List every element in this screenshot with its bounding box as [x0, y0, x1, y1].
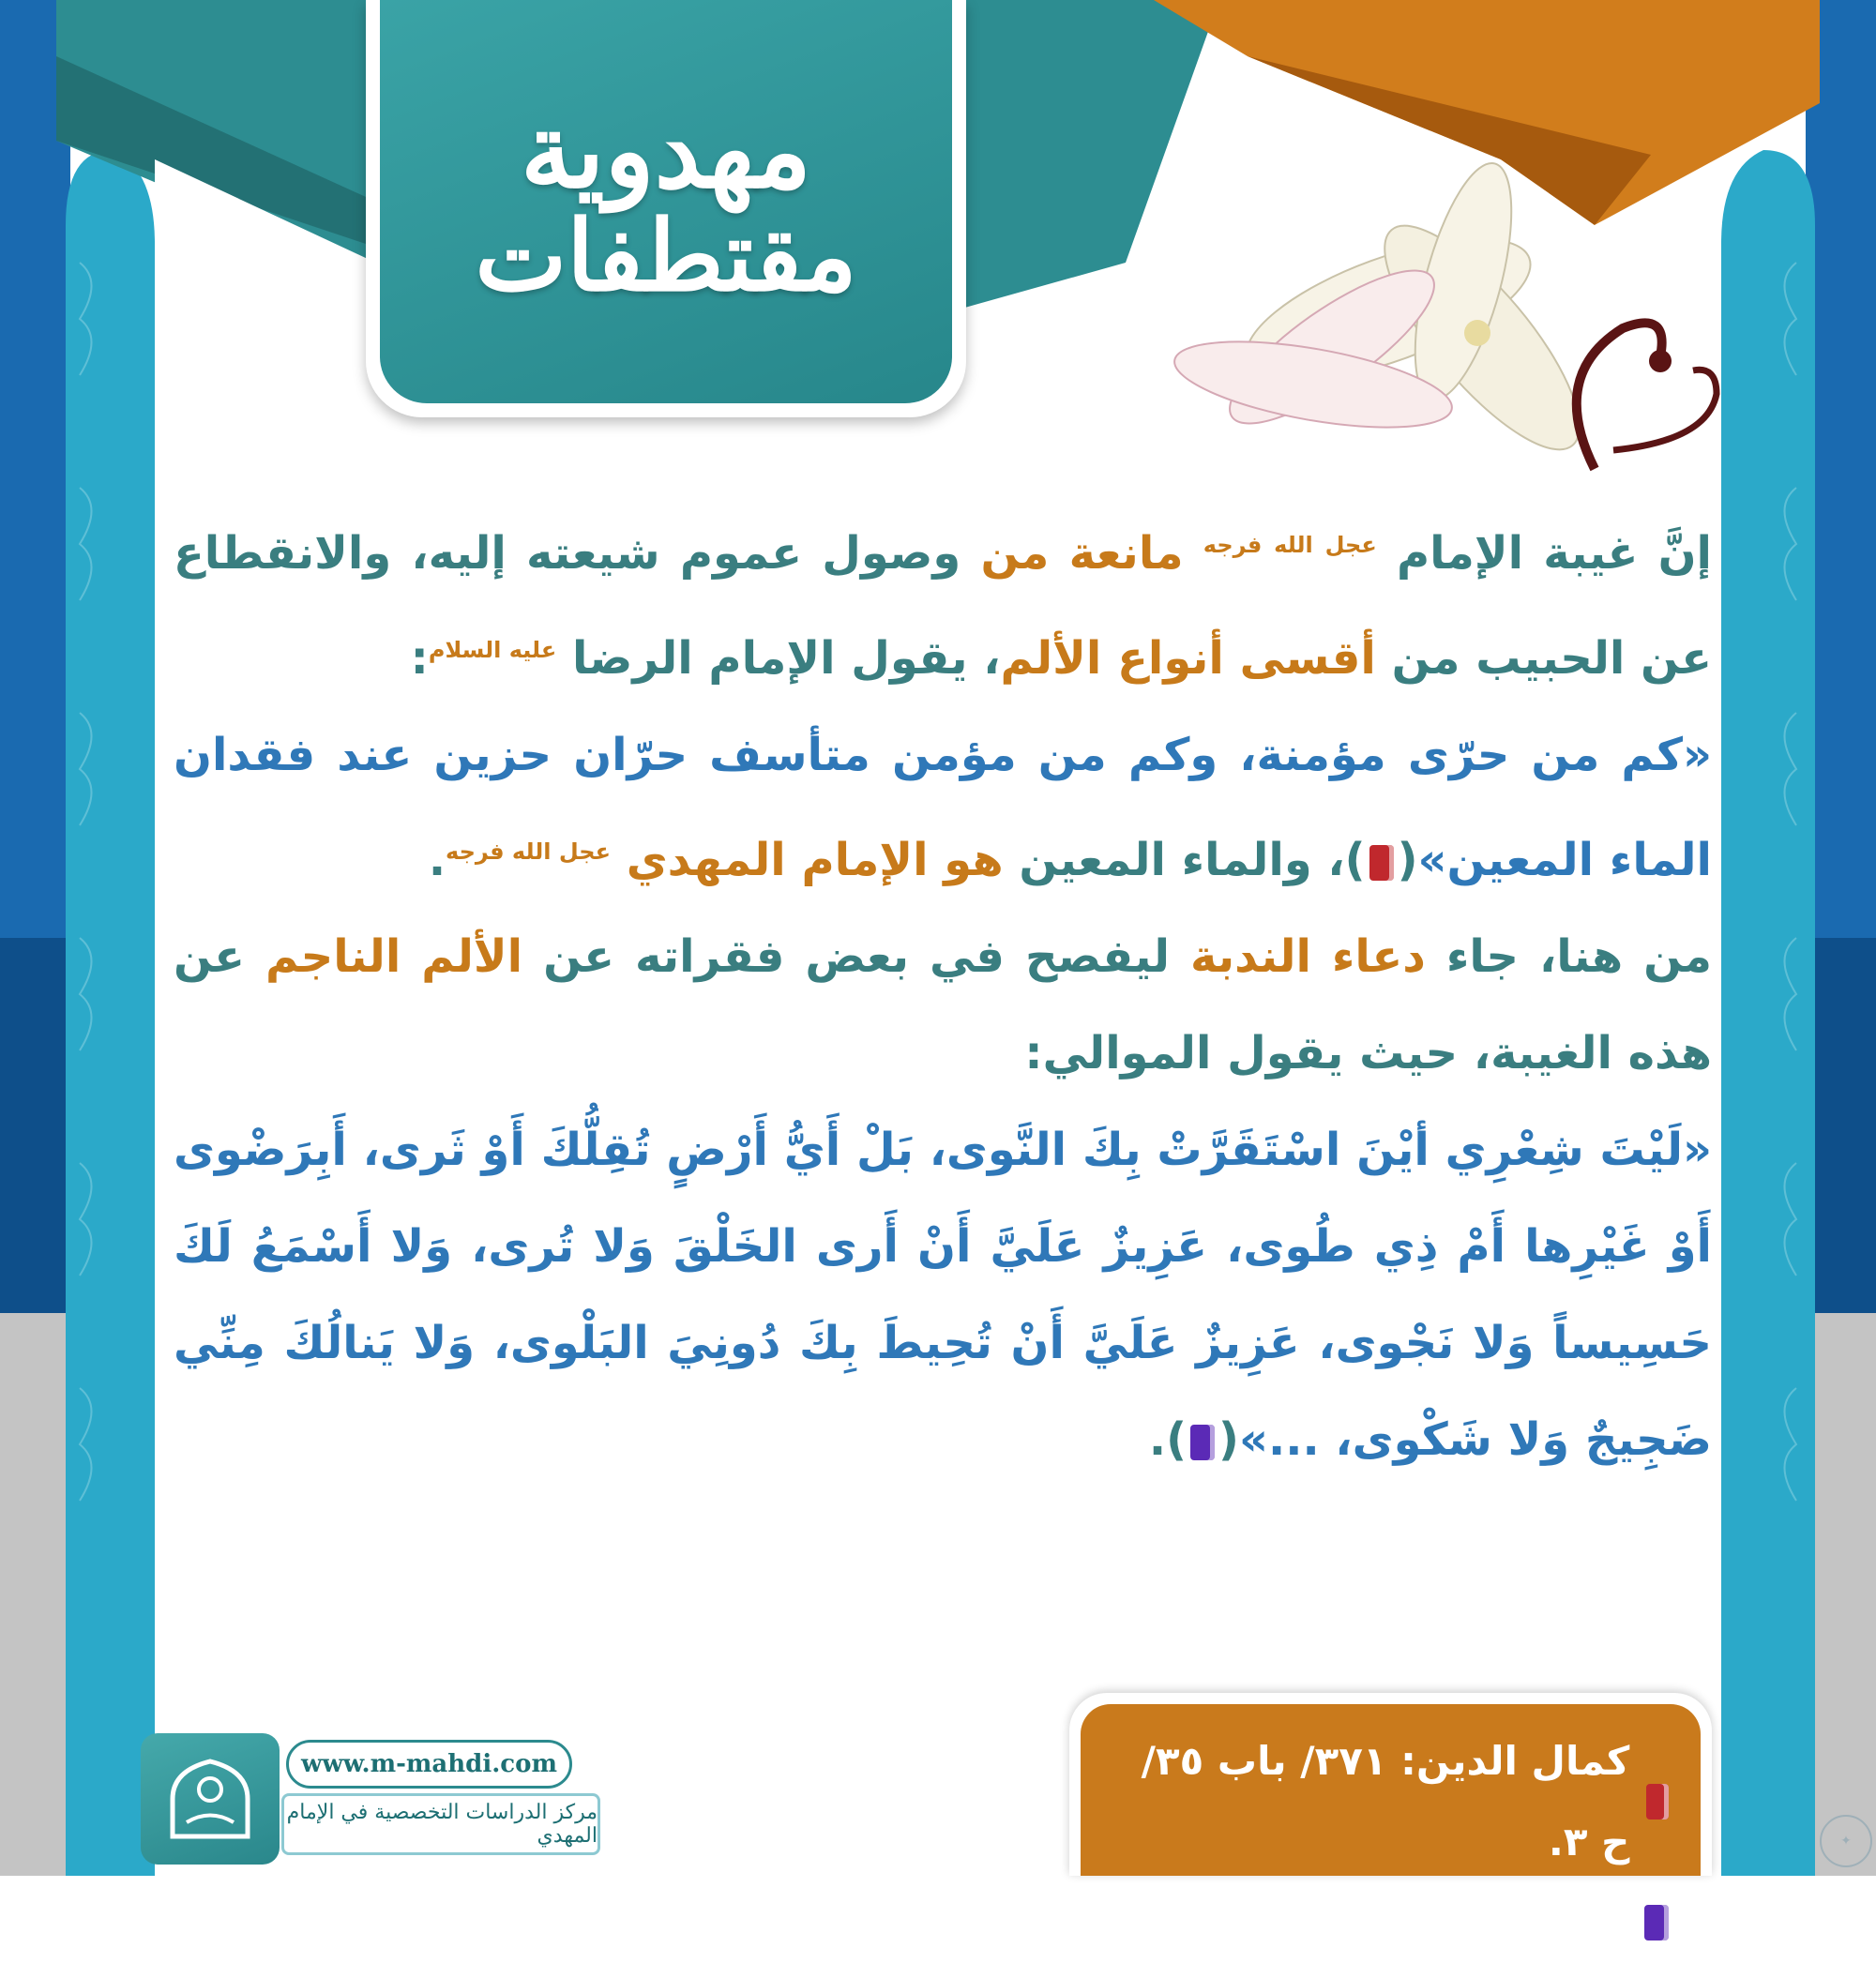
red-book-icon — [1369, 845, 1394, 881]
references-inner — [1081, 1704, 1701, 1945]
p3-b: دعاء الندبة — [1189, 930, 1426, 983]
p2-d: . — [428, 834, 446, 886]
title-box — [366, 0, 966, 417]
red-book-icon — [1646, 1784, 1669, 1820]
references-box — [1069, 1693, 1712, 1945]
center-name-text: مركز الدراسات التخصصية في الإمام المهدي — [286, 1801, 598, 1848]
website-link[interactable] — [286, 1740, 572, 1789]
p3-e: عن هذه الغيبة، حيث يقول الموالي: — [174, 930, 1712, 1080]
p1-a: إنَّ غيبة الإمام — [1396, 527, 1712, 580]
p2-b: ، والماء المعين — [1019, 834, 1345, 886]
reference-1 — [1099, 1721, 1672, 1882]
purple-book-icon — [1644, 1905, 1669, 1940]
p3-a: من هنا، جاء — [1445, 930, 1712, 983]
honorific-2: عليه السلام — [428, 637, 557, 663]
seal-icon: ✦ — [1820, 1815, 1872, 1867]
honorific-3: عجل الله فرجه — [446, 838, 611, 865]
p1-c: وصول عموم شيعته إليه، والانقطاع عن الحبيب من — [174, 527, 1712, 685]
main-text — [174, 497, 1712, 1488]
p1-f: : — [410, 632, 429, 685]
paragraph-4: «لَيْتَ شِعْرِي أيْنَ اسْتَقَرَّتْ بِكَ النَّوى، بَلْ أَيُّ أَرْضٍ تُقِلُّكَ أَوْ ثَرى، أَبِرَضْوى أَوْ غَيْرِها أَمْ ذِي طُوى، عَزِيزٌ عَلَيَّ أَنْ أَرى الخَلْقَ وَلا تُرى، وَلا أَسْمَعُ لَكَ حَسِيساً وَلا نَجْوى، عَزِيزٌ عَلَيَّ أَنْ تُحِيطَ بِكَ دُونِيَ البَلْوى، وَلا يَنالُكَ مِنِّي ضَجِيجٌ وَلا شَكْوى، ...»(). — [174, 1124, 1712, 1466]
reference-2 — [1099, 1882, 1672, 1963]
paragraph-3 — [174, 909, 1712, 1102]
reference-2-text: إقبال الأعمال ١: ٥١٠. — [1209, 1899, 1627, 1945]
p3-d: الألم الناجم — [265, 930, 523, 983]
p1-e: ، يقول الإمام الرضا — [571, 632, 1001, 685]
mosque-icon — [159, 1747, 262, 1850]
p4-quote: «لَيْتَ شِعْرِي أيْنَ اسْتَقَرَّتْ بِكَ النَّوى، بَلْ أَيُّ أَرْضٍ تُقِلُّكَ أَوْ ثَرى، أَبِرَضْوى أَوْ غَيْرِها أَمْ ذِي طُوى، عَزِيزٌ عَلَيَّ أَنْ أَرى الخَلْقَ وَلا تُرى، وَلا أَسْمَعُ لَكَ حَسِيساً وَلا نَجْوى، عَزِيزٌ عَلَيَّ أَنْ تُحِيطَ بِكَ دُونِيَ البَلْوى، وَلا يَنالُكَ مِنِّي ضَجِيجٌ وَلا شَكْوى، ...» — [174, 1124, 1712, 1466]
p2-quote: «كم من حرّى مؤمنة، وكم من مؤمن متأسف حرّان حزين عند فقدان الماء المعين» — [174, 729, 1712, 886]
p4-end: . — [1148, 1413, 1167, 1466]
title-line-2: مقتطفات — [475, 198, 857, 314]
honorific: عجل الله فرجه — [1203, 532, 1377, 558]
p2-c: هو الإمام المهدي — [626, 834, 1004, 886]
purple-book-icon — [1190, 1425, 1215, 1460]
title-line-1: مهدوية — [520, 89, 812, 211]
center-logo — [141, 1733, 280, 1865]
reference-1-text: كمال الدين: ٣٧١/ باب ٣٥/ ح ٣. — [1141, 1738, 1630, 1865]
center-name-banner — [281, 1793, 600, 1855]
website-url[interactable]: www.m-mahdi.com — [301, 1750, 557, 1778]
p1-d: أقسى أنواع الألم — [1000, 632, 1376, 685]
paragraph-1 — [174, 497, 1712, 707]
title-inner — [380, 0, 952, 403]
paragraph-2: «كم من حرّى مؤمنة، وكم من مؤمن متأسف حرّان حزين عند فقدان الماء المعين»()، والماء المعين هو الإمام المهدي $^{عجل الله فرجه}$. — [174, 729, 1712, 886]
p1-b: مانعة من — [980, 527, 1184, 580]
p3-c: ليفصح في بعض فقراته عن — [543, 930, 1171, 983]
